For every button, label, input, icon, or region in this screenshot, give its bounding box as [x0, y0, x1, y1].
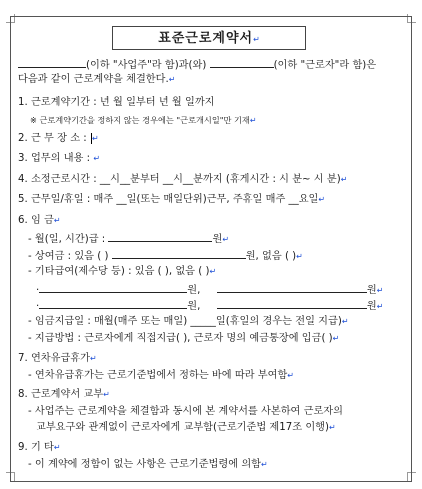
wage-monthly[interactable] [28, 231, 229, 247]
document-title-text: 표준근로계약서 [158, 31, 254, 46]
wage-other-allowances[interactable] [28, 265, 216, 279]
employer-blank[interactable] [18, 57, 86, 68]
paragraph-mark: ↵ [318, 195, 326, 204]
section-text: 4. 소정근로시간 : __시__분부터 __시__분까지 (휴게시간 : 시 분~ 시 분) [18, 174, 341, 185]
section-job-description[interactable] [18, 152, 100, 166]
section-contract-delivery[interactable] [18, 388, 110, 402]
section-workplace[interactable] [18, 132, 99, 146]
paragraph-mark: ↵ [340, 175, 348, 184]
paragraph-mark: ↵ [168, 75, 176, 84]
intro-line-2[interactable] [18, 73, 175, 87]
paragraph-mark: ↵ [209, 267, 217, 276]
employee-blank[interactable] [210, 57, 274, 68]
wage-label: - 기타급여(제수당 등) : 있음 ( ), 없음 ( ) [28, 266, 210, 277]
section-text: 9. 기 타 [18, 442, 54, 453]
allowance-row-2[interactable]: · 원, 원↵ [36, 298, 383, 314]
intro-text: (이하 "근로자"라 함)은 [273, 60, 377, 71]
contract-delivery-detail-2[interactable] [36, 421, 336, 435]
paragraph-mark: ↵ [91, 134, 99, 143]
paragraph-mark: ↵ [328, 423, 336, 432]
section-text: 7. 연차유급휴가 [18, 353, 91, 364]
section-detail: - 연차유급휴가는 근로기준법에서 정하는 바에 따라 부여함 [28, 370, 288, 381]
allowance-row-1[interactable]: · 원, 원↵ [36, 282, 383, 298]
allowance-blank[interactable] [217, 282, 367, 293]
paragraph-mark: ↵ [253, 35, 260, 44]
wage-label: - 월(일, 시간)급 : [28, 234, 106, 245]
wage-payday[interactable] [28, 315, 349, 329]
wage-label: - 임금지급일 : 매월(매주 또는 매일) _____일(휴일의 경우는 전일 지급) [28, 316, 342, 327]
contract-delivery-detail-1[interactable] [28, 405, 343, 419]
wage-payment-method[interactable] [28, 332, 339, 346]
section-detail: - 사업주는 근로계약을 체결함과 동시에 본 계약서를 사본하여 근로자의 [28, 406, 343, 417]
wage-unit: 원 [366, 285, 377, 296]
wage-unit: 원, [187, 285, 201, 296]
section-text: 5. 근무일/휴일 : 매주 __일(또는 매일단위)근무, 주휴일 매주 __요일 [18, 194, 319, 205]
document-title[interactable] [112, 26, 306, 50]
monthly-wage-blank[interactable] [108, 231, 212, 242]
section-detail: - 이 계약에 정함이 없는 사항은 근로기준법령에 의함 [28, 459, 262, 470]
paragraph-mark: ↵ [261, 460, 268, 469]
section-contract-note [30, 113, 257, 128]
note-text: ※ 근로계약기간을 정하지 않는 경우에는 "근로개시일"만 기재 [30, 115, 250, 125]
wage-label: - 상여금 : 있음 ( ) [28, 251, 109, 262]
paragraph-mark: ↵ [287, 371, 294, 380]
paragraph-mark: ↵ [332, 334, 340, 343]
section-contract-period[interactable] [18, 96, 215, 110]
section-working-hours[interactable] [18, 173, 347, 187]
paragraph-mark: ↵ [53, 443, 61, 452]
paragraph-mark: ↵ [341, 317, 349, 326]
wage-label: - 지급방법 : 근로자에게 직접지급( ), 근로자 명의 예금통장에 입금( ) [28, 333, 333, 344]
paragraph-mark: ↵ [222, 235, 230, 244]
section-wage[interactable] [18, 214, 61, 228]
intro-text: (이하 "사업주"라 함)과(와) [86, 60, 207, 71]
allowance-blank[interactable] [39, 282, 187, 293]
allowance-blank[interactable] [217, 298, 367, 309]
paragraph-mark: ↵ [90, 354, 97, 363]
intro-line-1[interactable] [18, 57, 376, 73]
section-detail: 교부요구와 관계없이 근로자에게 교부함(근로기준법 제17조 이행) [36, 422, 329, 433]
section-text: 1. 근로계약기간 : 년 월 일부터 년 월 일까지 [18, 97, 215, 108]
intro-text: 다음과 같이 근로계약을 체결한다. [18, 74, 169, 85]
allowance-blank[interactable] [39, 298, 187, 309]
paragraph-mark: ↵ [93, 154, 101, 163]
wage-unit: 원, 없음 ( ) [245, 251, 297, 262]
paragraph-mark: ↵ [103, 390, 110, 399]
wage-bonus[interactable] [28, 248, 303, 264]
section-workdays[interactable] [18, 193, 325, 207]
paragraph-mark: ↵ [249, 116, 257, 125]
paragraph-mark: ↵ [376, 302, 384, 311]
section-text: 2. 근 무 장 소 : [18, 133, 90, 144]
paragraph-mark: ↵ [53, 216, 61, 225]
wage-unit: 원 [366, 301, 377, 312]
paragraph-mark: ↵ [296, 252, 303, 261]
paragraph-mark: ↵ [376, 286, 384, 295]
other-detail[interactable] [28, 458, 268, 472]
annual-leave-detail[interactable] [28, 369, 294, 383]
wage-unit: 원, [187, 301, 201, 312]
wage-unit: 원 [212, 234, 223, 245]
section-other[interactable] [18, 441, 61, 455]
section-annual-leave[interactable] [18, 352, 97, 366]
section-text: 6. 임 금 [18, 215, 54, 226]
bonus-blank[interactable] [112, 248, 246, 259]
section-text: 3. 업무의 내용 : [18, 153, 94, 164]
section-text: 8. 근로계약서 교부 [18, 389, 104, 400]
